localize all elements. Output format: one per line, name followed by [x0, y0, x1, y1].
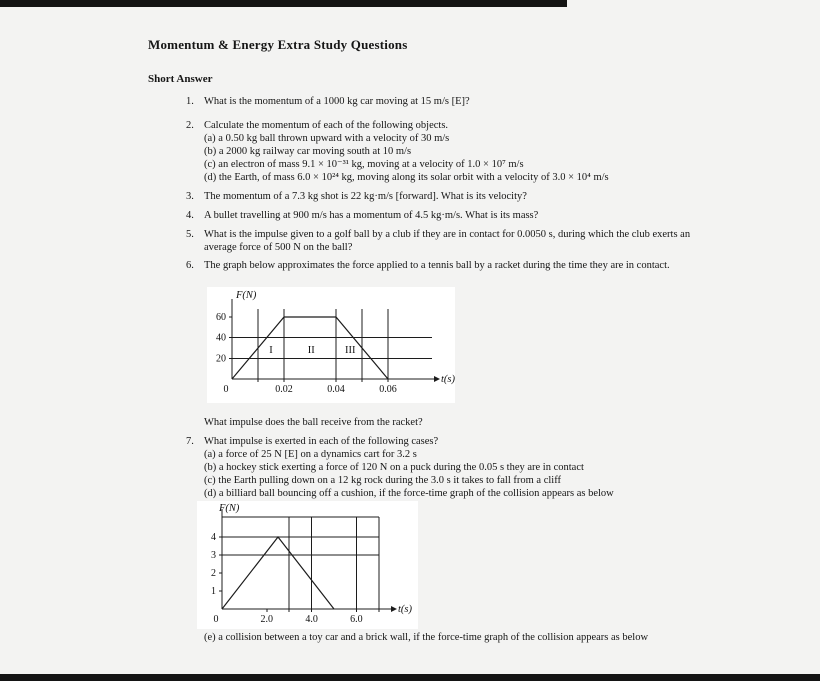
x-axis-title: t(s) — [441, 374, 455, 385]
scan-edge-top — [0, 0, 567, 7]
x-tick-label: 0.04 — [327, 384, 345, 395]
question-part-a: (a) a force of 25 N [E] on a dynamics cart for 3.2 s — [204, 449, 417, 460]
force-time-chart-2 — [197, 501, 418, 629]
page-title: Momentum & Energy Extra Study Questions — [148, 37, 408, 52]
question-text: The momentum of a 7.3 kg shot is 22 kg·m/s [forward]. What is its velocity? — [204, 191, 527, 202]
question-part-e: (e) a collision between a toy car and a brick wall, if the force-time graph of the collision appears as below — [204, 632, 649, 643]
question-number: 1. — [186, 96, 194, 107]
question-part-b: (b) a hockey stick exerting a force of 120 N on a puck during the 0.05 s they are in contact — [204, 462, 584, 473]
y-axis-title: F(N) — [236, 290, 257, 301]
y-tick-label: 3 — [211, 550, 216, 561]
x-tick-label: 0.06 — [379, 384, 397, 395]
question-text: What impulse is exerted in each of the following cases? — [204, 436, 439, 447]
question-number: 7. — [186, 436, 194, 447]
question-number: 3. — [186, 191, 194, 202]
question-item-7 — [186, 435, 614, 500]
x-tick-label: 0 — [213, 614, 219, 625]
question-part-a: (a) a 0.50 kg ball thrown upward with a velocity of 30 m/s — [204, 133, 450, 144]
question-text: What is the impulse given to a golf ball by a club if they are in contact for 0.0050 s, during which the club exerts an average force of 500 N on the ball? — [204, 229, 691, 253]
force-time-graph-billiard — [197, 501, 418, 629]
y-tick-label: 40 — [216, 332, 226, 344]
x-tick-label: 4.0 — [305, 614, 318, 625]
question-part-d: (d) the Earth, of mass 6.0 × 10²⁴ kg, moving along its solar orbit with a velocity of 3.0 × 10⁴ m/s — [204, 172, 609, 183]
region-label: II — [307, 345, 315, 357]
question-item-1 — [186, 95, 470, 108]
y-tick-label: 4 — [211, 532, 216, 543]
y-tick-label: 20 — [216, 353, 226, 365]
question-item-4 — [186, 209, 538, 222]
scan-edge-bottom — [0, 674, 820, 681]
force-time-chart-1 — [207, 287, 455, 403]
question-number: 6. — [186, 260, 194, 271]
question-text: What is the momentum of a 1000 kg car moving at 15 m/s [E]? — [204, 96, 470, 107]
y-axis-title: F(N) — [219, 503, 240, 514]
question-item-2 — [186, 119, 609, 184]
x-tick-label: 0 — [223, 384, 229, 395]
x-axis-title: t(s) — [398, 604, 412, 615]
force-time-curve — [222, 537, 334, 609]
region-label: I — [269, 345, 273, 357]
x-axis-arrow — [391, 606, 397, 612]
y-tick-label: 1 — [211, 586, 216, 597]
question-text: Calculate the momentum of each of the following objects. — [204, 120, 449, 131]
question-number: 2. — [186, 120, 194, 131]
question-item-3 — [186, 190, 527, 203]
question-item-6 — [186, 259, 672, 272]
x-tick-label: 6.0 — [350, 614, 363, 625]
force-time-graph-tennis — [207, 287, 455, 403]
question-part-c: (c) the Earth pulling down on a 12 kg rock during the 3.0 s it takes to fall from a cliff — [204, 475, 562, 486]
section-heading: Short Answer — [148, 73, 213, 85]
question-text: A bullet travelling at 900 m/s has a momentum of 4.5 kg·m/s. What is its mass? — [204, 210, 539, 221]
question-number: 4. — [186, 210, 194, 221]
y-tick-label: 60 — [216, 312, 226, 324]
question-part-c: (c) an electron of mass 9.1 × 10⁻³¹ kg, moving at a velocity of 1.0 × 10⁷ m/s — [204, 159, 524, 170]
question-number: 5. — [186, 229, 194, 240]
question-6-followup: What impulse does the ball receive from the racket? — [204, 417, 423, 428]
question-part-d: (d) a billiard ball bouncing off a cushion, if the force-time graph of the collision appears as below — [204, 488, 614, 499]
x-axis-arrow — [434, 376, 440, 382]
x-tick-label: 0.02 — [275, 384, 293, 395]
region-label: III — [345, 345, 356, 357]
question-text: The graph below approximates the force applied to a tennis ball by a racket during the time they are in contact. — [204, 260, 670, 271]
y-tick-label: 2 — [211, 568, 216, 579]
x-tick-label: 2.0 — [260, 614, 274, 625]
question-part-b: (b) a 2000 kg railway car moving south at 10 m/s — [204, 146, 412, 157]
question-item-5 — [186, 228, 704, 254]
